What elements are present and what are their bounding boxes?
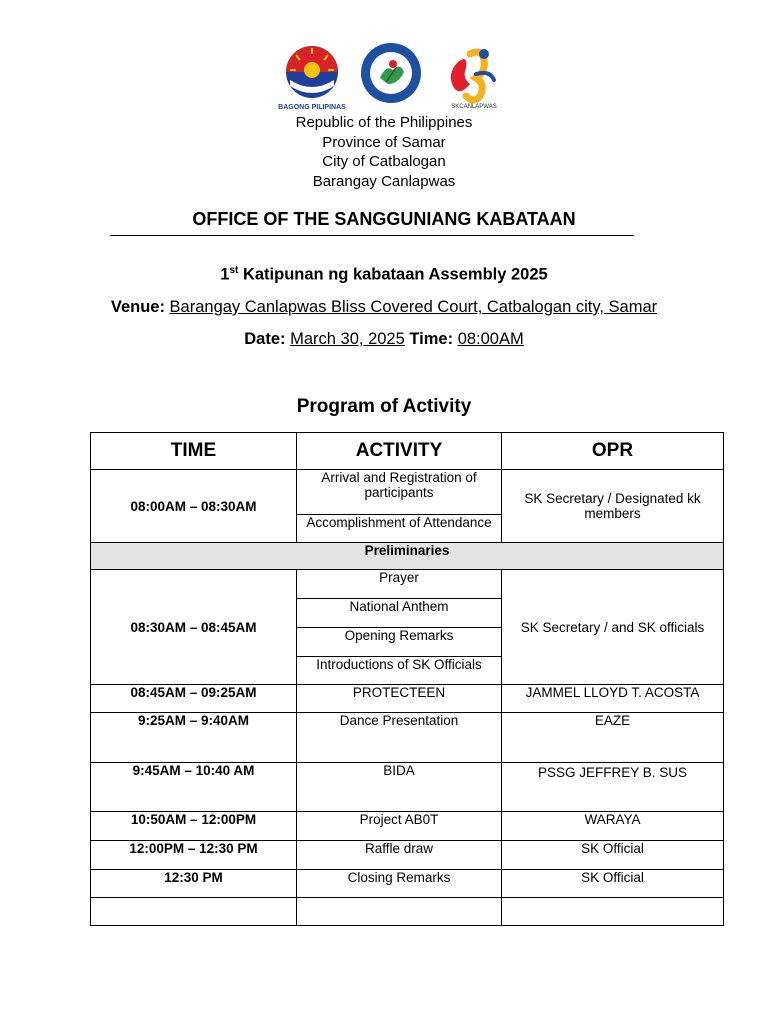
table-row — [91, 841, 724, 870]
bagong-pilipinas-caption: BAGONG PILIPINAS — [278, 104, 346, 111]
opr-cell: PSSG JEFFREY B. SUS — [502, 763, 724, 812]
time-label: Time: — [409, 330, 454, 348]
table-row — [91, 713, 724, 763]
sk-canlapwas-logo — [440, 44, 508, 110]
empty-cell — [502, 898, 724, 926]
activity-cell: Dance Presentation — [297, 713, 502, 763]
office-title: OFFICE OF THE SANGGUNIANG KABATAAN — [192, 209, 576, 229]
column-header-time: TIME — [91, 433, 297, 470]
empty-cell — [91, 898, 297, 926]
activity-cell: Opening Remarks — [297, 628, 502, 657]
barangay-canlapwas-seal — [360, 42, 422, 104]
ordinal-number: 1 — [220, 265, 230, 284]
activity-cell: Prayer — [297, 570, 502, 599]
date-time-line — [0, 330, 768, 349]
header-city: City of Catbalogan — [322, 153, 446, 170]
table-header-row — [91, 433, 724, 470]
time-cell: 08:45AM – 09:25AM — [91, 685, 297, 713]
date-value: March 30, 2025 — [290, 330, 405, 348]
time-cell: 08:00AM – 08:30AM — [91, 470, 297, 543]
time-cell: 9:25AM – 9:40AM — [91, 713, 297, 763]
activity-cell: Project AB0T — [297, 812, 502, 841]
opr-cell: EAZE — [502, 713, 724, 763]
opr-cell: JAMMEL LLOYD T. ACOSTA — [502, 685, 724, 713]
column-header-opr: OPR — [502, 433, 724, 470]
activity-cell: Arrival and Registration of participants — [297, 470, 502, 515]
activity-cell: Accomplishment of Attendance — [297, 515, 502, 543]
preliminaries-label: Preliminaries — [91, 543, 724, 570]
bagong-pilipinas-logo — [276, 40, 348, 112]
time-cell: 9:45AM – 10:40 AM — [91, 763, 297, 812]
time-cell: 12:30 PM — [91, 870, 297, 898]
venue-line — [0, 298, 768, 317]
table-row — [91, 812, 724, 841]
event-title-text: Katipunan ng kabataan Assembly 2025 — [238, 265, 548, 284]
activity-cell: Closing Remarks — [297, 870, 502, 898]
event-title — [0, 265, 768, 285]
table-row — [91, 870, 724, 898]
time-value: 08:00AM — [457, 330, 524, 348]
preliminaries-row — [91, 543, 724, 570]
program-table — [90, 432, 724, 926]
time-cell: 08:30AM – 08:45AM — [91, 570, 297, 685]
header-barangay: Barangay Canlapwas — [312, 173, 456, 190]
empty-row — [91, 898, 724, 926]
header-province: Province of Samar — [322, 134, 446, 151]
time-cell: 12:00PM – 12:30 PM — [91, 841, 297, 870]
table-row — [91, 570, 724, 599]
header-divider — [110, 235, 634, 236]
header-country: Republic of the Philippines — [295, 114, 473, 131]
opr-cell: SK Official — [502, 870, 724, 898]
table-row — [91, 763, 724, 812]
activity-cell: PROTECTEEN — [297, 685, 502, 713]
logo-row — [0, 40, 768, 112]
program-title: Program of Activity — [296, 396, 472, 417]
opr-cell: WARAYA — [502, 812, 724, 841]
sk-canlapwas-caption: SKCANLAPWAS — [451, 104, 497, 110]
column-header-activity: ACTIVITY — [297, 433, 502, 470]
opr-cell: SK Secretary / Designated kk members — [502, 470, 724, 543]
activity-cell: BIDA — [297, 763, 502, 812]
date-label: Date: — [244, 330, 286, 348]
opr-cell: SK Secretary / and SK officials — [502, 570, 724, 685]
activity-cell: Raffle draw — [297, 841, 502, 870]
venue-value: Barangay Canlapwas Bliss Covered Court, Catbalogan city, Samar — [169, 298, 658, 316]
activity-cell: National Anthem — [297, 599, 502, 628]
opr-cell: SK Official — [502, 841, 724, 870]
table-row — [91, 470, 724, 515]
table-row — [91, 685, 724, 713]
empty-cell — [297, 898, 502, 926]
activity-cell: Introductions of SK Officials — [297, 657, 502, 685]
time-cell: 10:50AM – 12:00PM — [91, 812, 297, 841]
ordinal-suffix: st — [229, 265, 239, 276]
venue-label: Venue: — [110, 298, 165, 316]
